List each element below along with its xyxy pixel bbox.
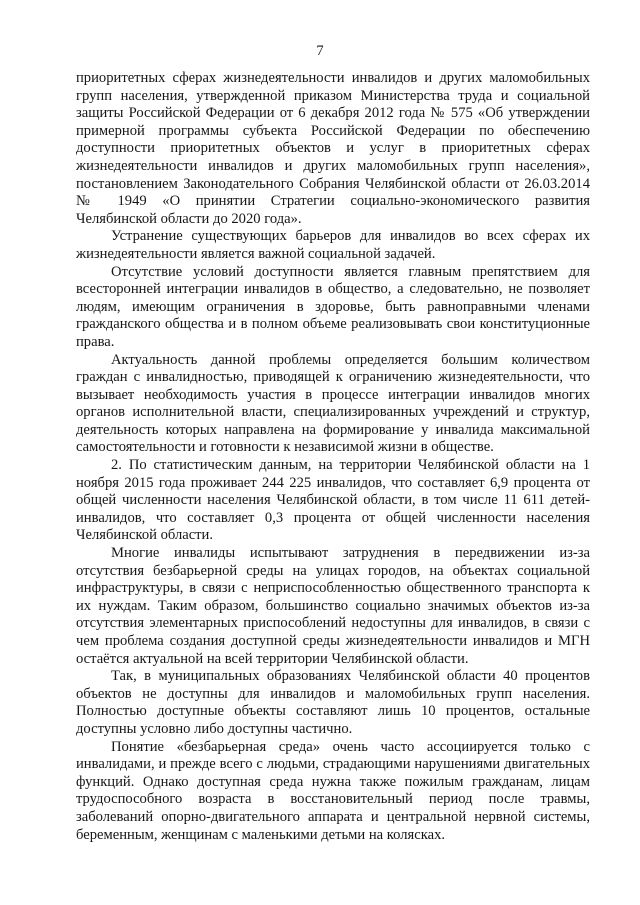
paragraph-3: Отсутствие условий доступности является главным препятствием для всесторонней интеграции инвалидов в общество, а следовательно, не позволяет людям, имеющим ограничения в здоровье, быть равноправными членами гражданского общества и в полном объеме реализовывать свои конституционные права.: [76, 263, 590, 350]
page-number: 7: [316, 43, 324, 59]
paragraph-2: Устранение существующих барьеров для инвалидов во всех сферах их жизнедеятельности является важной социальной задачей.: [76, 228, 590, 262]
paragraph-4: Актуальность данной проблемы определяется большим количеством граждан с инвалидностью, приводящей к ограничению жизнедеятельности, что вызывает необходимость участия в процессе интеграции инвалидов многих органов исполнительной власти, специализированных учреждений и структур, деятельность которых направлена на формирование у инвалида максимальной самостоятельности и готовности к независимой жизни в обществе.: [76, 351, 590, 456]
paragraph-6: Многие инвалиды испытывают затруднения в передвижении из-за отсутствия безбарьерной среды на улицах городов, на объектах социальной инфраструктуры, в связи с неприспособленностью общественного транспорта к их нуждам. Таким образом, большинство социально значимых объектов из-за отсутствия элементарных приспособлений недоступны для инвалидов, в связи с чем проблема создания доступной среды жизнедеятельности инвалидов и МГН остаётся актуальной на всей территории Челябинской области.: [76, 545, 590, 667]
body-text: [76, 70, 590, 844]
paragraph-1: приоритетных сферах жизнедеятельности инвалидов и других маломобильных групп населения, утвержденной приказом Министерства труда и социальной защиты Российской Федерации от 6 декабря 2012 года № 575 «Об утверждении примерной программы субъекта Российской Федерации по обеспечению доступности приоритетных объектов и услуг в приоритетных сферах жизнедеятельности инвалидов и других маломобильных групп населения», постановлением Законодательного Собрания Челябинской области от 26.03.2014 № 1949 «О принятии Стратегии социально-экономического развития Челябинской области до 2020 года».: [76, 70, 590, 227]
paragraph-8: Понятие «безбарьерная среда» очень часто ассоциируется только с инвалидами, и прежде всего с людьми, страдающими нарушениями двигательных функций. Однако доступная среда нужна также пожилым гражданам, лицам трудоспособного возраста в восстановительный период после травмы, заболеваний опорно-двигательного аппарата и центральной нервной системы, беременным, женщинам с маленькими детьми на колясках.: [76, 738, 590, 843]
paragraph-7: Так, в муниципальных образованиях Челябинской области 40 процентов объектов не доступны для инвалидов и маломобильных групп населения. Полностью доступные объекты составляют лишь 10 процентов, остальные доступны условно либо доступны частично.: [76, 668, 590, 737]
paragraph-5: 2. По статистическим данным, на территории Челябинской области на 1 ноября 2015 года проживает 244 225 инвалидов, что составляет 6,9 процента от общей численности населения Челябинской области, в том числе 11 611 детей-инвалидов, что составляет 0,3 процента от общей численности населения Челябинской области.: [76, 457, 590, 544]
